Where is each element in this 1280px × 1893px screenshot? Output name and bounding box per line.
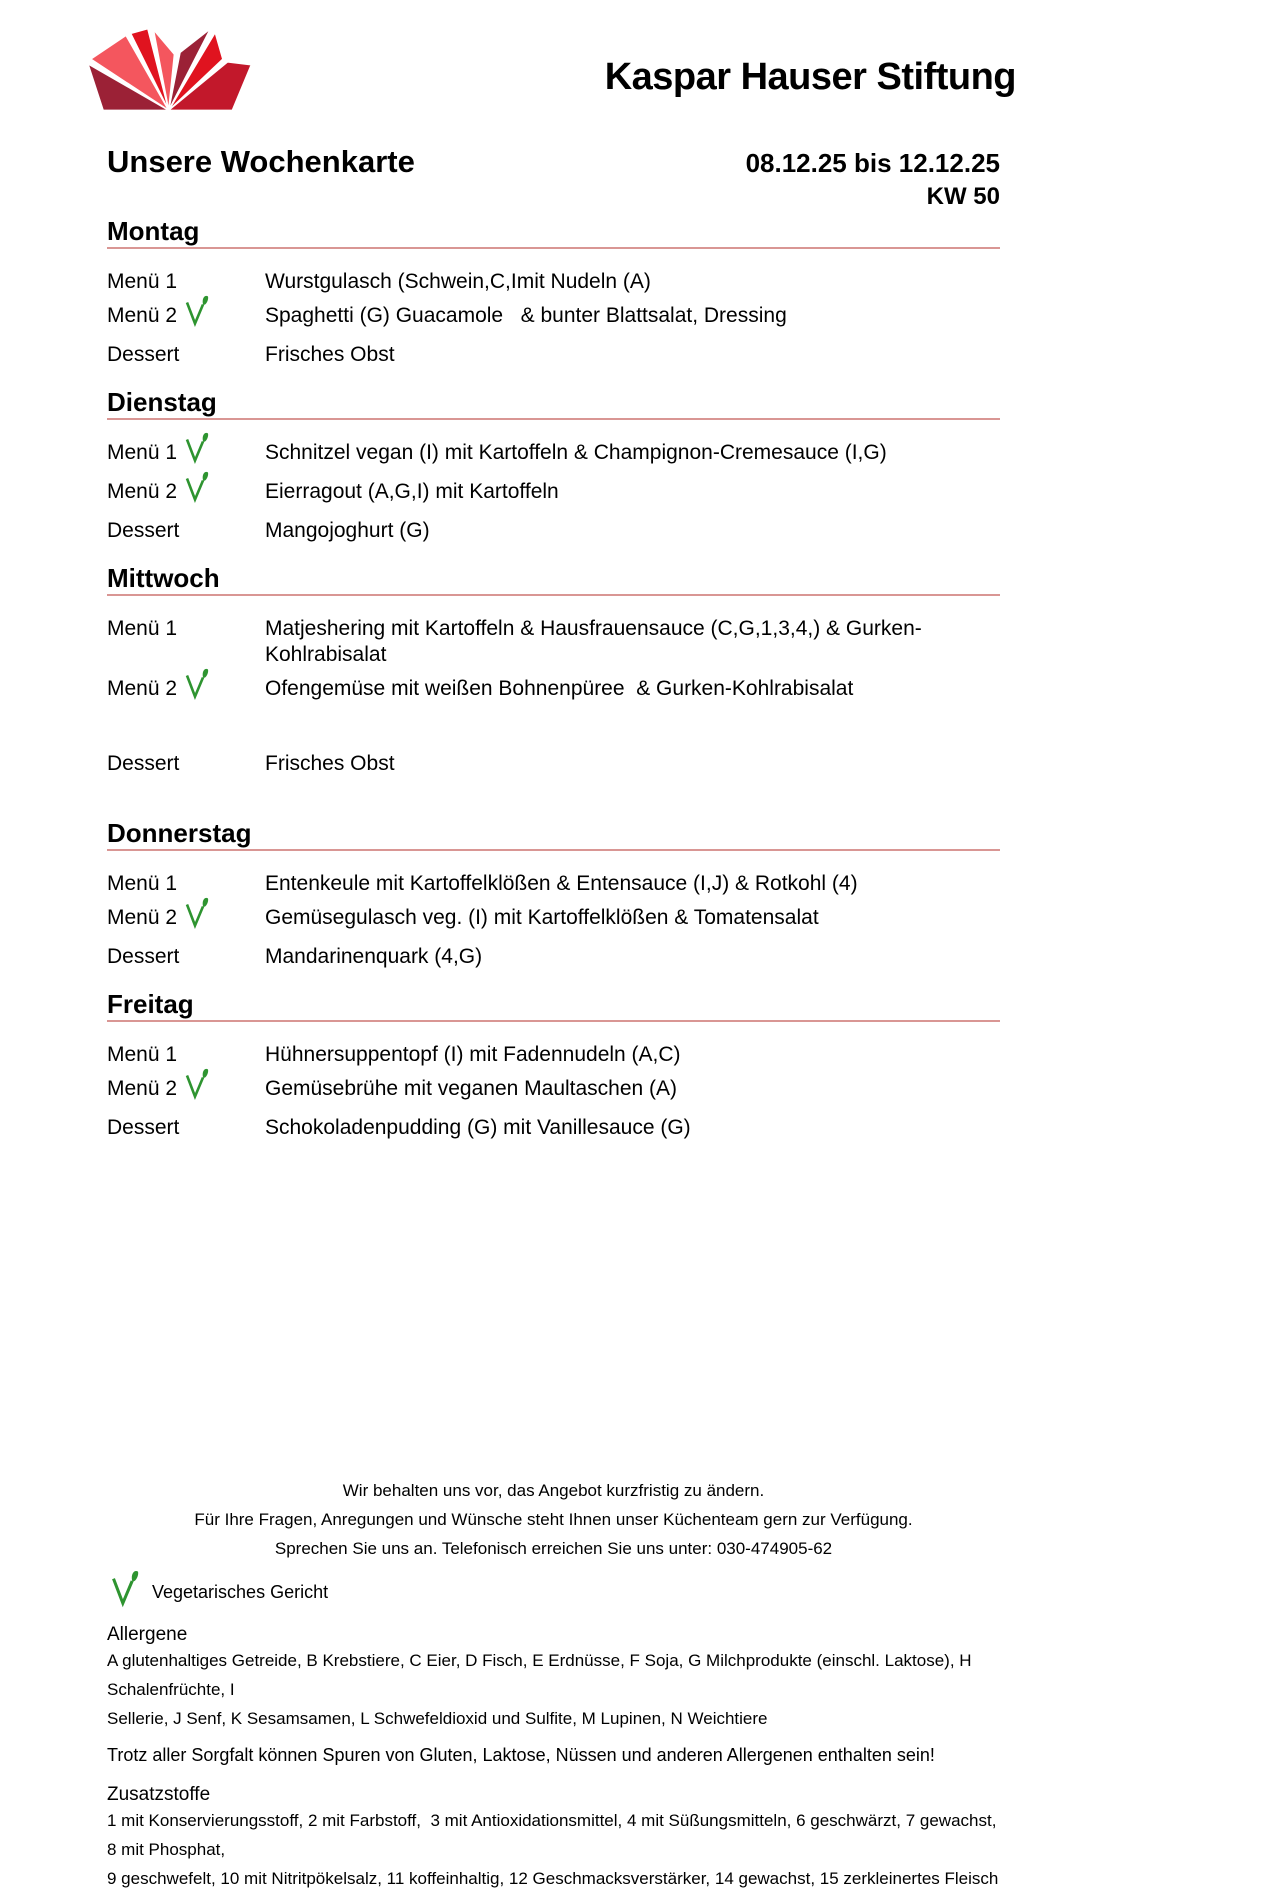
- menu-row: [107, 676, 1000, 707]
- dish-description: Gemüsegulasch veg. (I) mit Kartoffelklößen & Tomatensalat: [265, 906, 819, 929]
- dish-description: Frisches Obst: [265, 752, 395, 775]
- menu-slot-label-text: Menü 1: [107, 617, 178, 640]
- allergens-block: [107, 1624, 1000, 1733]
- menu-slot-label: [107, 518, 265, 544]
- brand-name: Kaspar Hauser Stiftung: [604, 56, 1016, 98]
- menu-slot-label: [107, 944, 265, 970]
- menu-row: [107, 905, 1000, 936]
- dish-description: Frisches Obst: [265, 343, 395, 366]
- additives-text-line: 9 geschwefelt, 10 mit Nitritpökelsalz, 11 koffeinhaltig, 12 Geschmacksverstärker, 14 gewachst, 15 zerkleinertes Fleisch: [107, 1869, 999, 1888]
- menu-days: [107, 217, 1000, 1141]
- dish-description: Eierragout (A,G,I) mit Kartoffeln: [265, 480, 559, 503]
- kitchen-notes: [107, 1479, 1000, 1560]
- menu-slot-label: [107, 269, 265, 295]
- dish-description: Entenkeule mit Kartoffelklößen & Entensauce (I,J) & Rotkohl (4): [265, 872, 858, 895]
- day-heading: Mittwoch: [107, 564, 1000, 596]
- menu-slot-label: [107, 440, 265, 471]
- menu-slot-label: [107, 1076, 265, 1107]
- menu-slot-label-text: Dessert: [107, 752, 180, 775]
- vegetarian-icon: [184, 471, 208, 502]
- menu-row: [107, 1076, 1000, 1107]
- note-line: Sprechen Sie uns an. Telefonisch erreichen Sie uns unter: 030-474905-62: [274, 1539, 833, 1558]
- menu-slot-label: [107, 1115, 265, 1141]
- menu-row: [107, 1042, 1000, 1068]
- vegetarian-icon: [184, 897, 208, 928]
- title-row: [107, 144, 1000, 180]
- menu-slot-label: [107, 1042, 265, 1068]
- menu-slot-label-text: Dessert: [107, 1116, 180, 1139]
- day-heading: Montag: [107, 217, 1000, 249]
- additives-heading: Zusatzstoffe: [107, 1784, 211, 1805]
- menu-slot-label-text: Menü 2: [107, 304, 178, 327]
- menu-slot-label-text: Dessert: [107, 945, 180, 968]
- date-range: 08.12.25 bis 12.12.25: [745, 148, 1000, 178]
- menu-slot-label: [107, 342, 265, 368]
- traces-warning: Trotz aller Sorgfalt können Spuren von Gluten, Laktose, Nüssen und anderen Allergenen enthalten sein!: [107, 1745, 935, 1765]
- day-section: [107, 564, 1000, 777]
- menu-row: [107, 1115, 1000, 1141]
- masthead: [0, 0, 1280, 140]
- menu-slot-label: [107, 676, 265, 707]
- dish-description: Wurstgulasch (Schwein,C,Imit Nudeln (A): [265, 270, 651, 293]
- day-rows: [107, 871, 1000, 970]
- menu-row: [107, 871, 1000, 897]
- menu-row: [107, 303, 1000, 334]
- menu-slot-label: [107, 871, 265, 897]
- dish-description: Schokoladenpudding (G) mit Vanillesauce (G): [265, 1116, 691, 1139]
- menu-row: [107, 440, 1000, 471]
- day-rows: [107, 616, 1000, 777]
- day-section: [107, 388, 1000, 544]
- day-section: [107, 990, 1000, 1141]
- menu-slot-label-text: Menü 1: [107, 270, 178, 293]
- menu-row: [107, 269, 1000, 295]
- vegetarian-icon: [184, 668, 208, 699]
- day-rows: [107, 440, 1000, 544]
- day-heading: Freitag: [107, 990, 1000, 1022]
- page-title: Unsere Wochenkarte: [107, 144, 415, 179]
- menu-row: [107, 479, 1000, 510]
- dish-description: Hühnersuppentopf (I) mit Fadennudeln (A,C): [265, 1043, 681, 1066]
- day-section: [107, 819, 1000, 970]
- calendar-week: KW 50: [926, 183, 1000, 210]
- day-rows: [107, 1042, 1000, 1141]
- menu-slot-label-text: Menü 2: [107, 480, 178, 503]
- menu-row: [107, 342, 1000, 368]
- dish-description: Spaghetti (G) Guacamole & bunter Blattsalat, Dressing: [265, 304, 787, 327]
- vegetarian-legend: [107, 1574, 1000, 1610]
- menu-slot-label-text: Dessert: [107, 519, 180, 542]
- day-section: [107, 217, 1000, 368]
- menu-row: [107, 944, 1000, 970]
- menu-slot-label-text: Menü 2: [107, 906, 178, 929]
- menu-slot-label-text: Menü 1: [107, 872, 178, 895]
- dish-description: Mandarinenquark (4,G): [265, 945, 483, 968]
- menu-slot-label: [107, 616, 265, 642]
- menu-slot-label-text: Dessert: [107, 343, 180, 366]
- vegetarian-icon: [184, 295, 208, 326]
- note-line: Für Ihre Fragen, Anregungen und Wünsche steht Ihnen unser Küchenteam gern zur Verfügung.: [194, 1510, 913, 1529]
- day-heading: Donnerstag: [107, 819, 1000, 851]
- menu-row: [107, 518, 1000, 544]
- dish-description: Mangojoghurt (G): [265, 519, 430, 542]
- allergens-text-line: Sellerie, J Senf, K Sesamsamen, L Schwefeldioxid und Sulfite, M Lupinen, N Weichtiere: [107, 1709, 768, 1728]
- menu-slot-label: [107, 479, 265, 510]
- note-line: Wir behalten uns vor, das Angebot kurzfristig zu ändern.: [342, 1481, 765, 1500]
- vegetarian-icon: [184, 1068, 208, 1099]
- menu-row: [107, 616, 1000, 668]
- vegetarian-icon: [110, 1570, 138, 1606]
- menu-slot-label-text: Menü 1: [107, 1043, 178, 1066]
- additives-text-line: 1 mit Konservierungsstoff, 2 mit Farbstoff, 3 mit Antioxidationsmittel, 4 mit Süßungsmitteln, 6 geschwärzt, 7 gewachst, 8 mit Phosphat,: [107, 1811, 1002, 1859]
- menu-slot-label: [107, 303, 265, 334]
- menu-slot-label: [107, 751, 265, 777]
- document-body: [107, 144, 1000, 1893]
- menu-slot-label-text: Menü 1: [107, 441, 178, 464]
- allergens-text-line: A glutenhaltiges Getreide, B Krebstiere, C Eier, D Fisch, E Erdnüsse, F Soja, G Milchprodukte (einschl. Laktose), H Schalenfrüchte, I: [107, 1651, 977, 1699]
- dish-description: Ofengemüse mit weißen Bohnenpüree & Gurken-Kohlrabisalat: [265, 677, 854, 700]
- menu-slot-label-text: Menü 2: [107, 1077, 178, 1100]
- stiftung-logo-icon: [88, 28, 256, 112]
- dish-description: Gemüsebrühe mit veganen Maultaschen (A): [265, 1077, 678, 1100]
- vegetarian-icon: [184, 432, 208, 463]
- menu-slot-label: [107, 905, 265, 936]
- vegetarian-legend-label: Vegetarisches Gericht: [152, 1581, 329, 1602]
- dish-description: Matjeshering mit Kartoffeln & Hausfrauensauce (C,G,1,3,4,) & Gurken-Kohlrabisalat: [265, 617, 922, 666]
- dish-description: Schnitzel vegan (I) mit Kartoffeln & Champignon-Cremesauce (I,G): [265, 441, 887, 464]
- document-footer: [107, 1479, 1000, 1893]
- menu-row: [107, 751, 1000, 777]
- day-heading: Dienstag: [107, 388, 1000, 420]
- menu-slot-label-text: Menü 2: [107, 677, 178, 700]
- additives-block: [107, 1784, 1000, 1893]
- allergens-heading: Allergene: [107, 1624, 188, 1645]
- day-rows: [107, 269, 1000, 368]
